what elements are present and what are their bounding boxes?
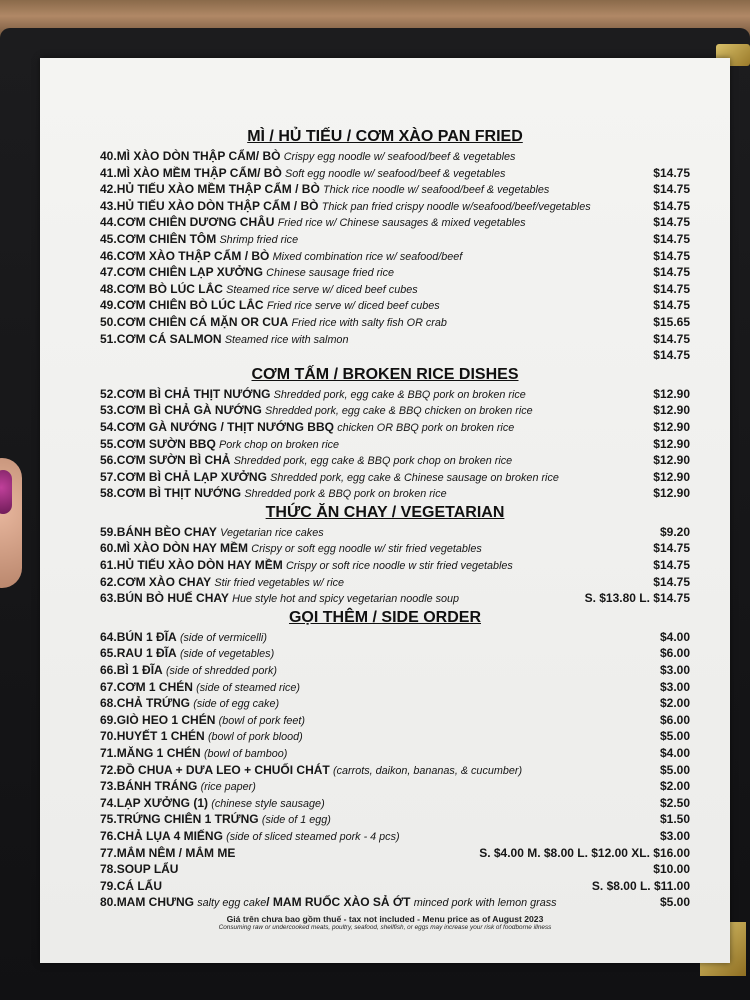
item-price: $14.75 <box>653 198 690 213</box>
item-name: CƠM CHIÊN CÁ MẶN OR CUA <box>116 314 289 329</box>
item-name: CƠM GÀ NƯỚNG / THỊT NƯỚNG BBQ <box>116 419 334 434</box>
item-description: Soft egg noodle w/ seafood/beef & vegetables <box>285 167 506 180</box>
menu-item-label <box>100 181 549 199</box>
item-price: $12.90 <box>653 419 690 434</box>
item-price: S. $8.00 L. $11.00 <box>591 878 690 893</box>
item-name: ĐỒ CHUA + DƯA LEO + CHUỐI CHÁT <box>116 762 330 777</box>
item-name: CƠM 1 CHÉN <box>116 679 193 694</box>
item-number: 40. <box>100 149 117 163</box>
section-title: CƠM TẤM / BROKEN RICE DISHES <box>251 365 519 383</box>
item-name: CƠM BÒ LÚC LẮC <box>116 281 223 296</box>
menu-item-label <box>100 878 162 896</box>
menu-item-label <box>100 148 515 166</box>
menu-item-row <box>40 165 730 182</box>
menu-item-row <box>40 148 730 165</box>
menu-item-row <box>40 712 730 729</box>
item-number: 62. <box>100 574 117 589</box>
item-description: (side of sliced steamed pork - 4 pcs) <box>226 830 400 843</box>
menu-item-label <box>100 331 348 349</box>
item-price: $14.75 <box>653 281 690 296</box>
item-number: 64. <box>100 629 117 644</box>
fingernail <box>0 470 12 514</box>
item-name: BÚN 1 ĐĨA <box>116 629 177 644</box>
menu-item-row <box>40 845 730 862</box>
item-price: $14.75 <box>653 165 690 180</box>
menu-item-label <box>100 629 267 647</box>
item-name: BÁNH TRÁNG <box>116 779 198 794</box>
menu-item-row <box>40 419 730 436</box>
item-name: LẠP XƯỞNG (1) <box>116 795 208 810</box>
item-number: 43. <box>100 198 117 213</box>
item-price: $10.00 <box>653 862 690 877</box>
item-number: 68. <box>100 696 117 711</box>
item-name: CƠM BÌ CHẢ THỊT NƯỚNG <box>116 386 271 401</box>
item-name: CHẢ LỤA 4 MIẾNG <box>116 828 223 843</box>
item-name: CƠM BÌ CHẢ LẠP XƯỞNG <box>116 469 267 484</box>
menu-page <box>40 58 730 963</box>
item-description-secondary: minced pork with lemon grass <box>413 897 557 910</box>
item-number: 72. <box>100 762 117 777</box>
item-description: Crispy or soft egg noodle w/ stir fried vegetables <box>251 543 482 556</box>
item-description: (rice paper) <box>200 781 256 794</box>
menu-item-label <box>100 645 274 663</box>
menu-item-label <box>100 402 533 420</box>
item-price: $4.00 <box>659 629 690 644</box>
item-price: $9.20 <box>659 524 690 539</box>
menu-item-label <box>100 314 447 332</box>
item-name: MÌ XÀO DÒN THẬP CẨM/ BÒ <box>116 149 281 163</box>
menu-item-row <box>40 878 730 895</box>
item-price: $1.50 <box>659 812 690 827</box>
item-price: $12.90 <box>653 453 690 468</box>
item-name-secondary: / MAM RUỐC XÀO SẢ ỚT <box>266 895 411 910</box>
menu-item-row <box>40 828 730 845</box>
item-number: 70. <box>100 729 117 744</box>
item-description: Fried rice with salty fish OR crab <box>291 316 447 329</box>
item-name: SOUP LẨU <box>116 862 179 877</box>
menu-item-row <box>40 452 730 469</box>
item-number: 69. <box>100 712 117 727</box>
item-description: (bowl of pork feet) <box>218 714 306 727</box>
item-price: $12.90 <box>653 386 690 401</box>
item-name: CHẢ TRỨNG <box>116 696 190 711</box>
menu-item-row <box>40 695 730 712</box>
item-price: $5.00 <box>659 729 690 744</box>
item-number: 61. <box>100 558 117 573</box>
item-description: Chinese sausage fried rice <box>266 267 394 280</box>
item-price: $6.00 <box>659 646 690 661</box>
item-number: 54. <box>100 419 117 434</box>
item-price: $12.90 <box>653 403 690 418</box>
menu-item-label <box>100 778 256 796</box>
item-description: Fried rice w/ Chinese sausages & mixed vegetables <box>277 217 526 230</box>
menu-item-label <box>100 248 462 266</box>
item-price: $14.75 <box>653 215 690 230</box>
item-description: Shredded pork & BBQ pork on broken rice <box>244 488 447 501</box>
menu-item-label <box>100 264 394 282</box>
menu-item-row <box>40 331 730 348</box>
item-name: MÌ XÀO MỀM THẬP CẨM/ BÒ <box>116 165 282 180</box>
item-number: 45. <box>100 231 117 246</box>
item-number: 66. <box>100 663 117 678</box>
item-price: $3.00 <box>659 679 690 694</box>
menu-item-row <box>40 778 730 795</box>
menu-item-label <box>100 695 279 713</box>
menu-item-label <box>100 198 591 216</box>
item-number: 46. <box>100 248 117 263</box>
item-number: 58. <box>100 486 117 501</box>
menu-item-label <box>100 590 459 608</box>
item-price: $5.00 <box>659 762 690 777</box>
menu-item-label <box>100 811 331 829</box>
item-number: 63. <box>100 591 117 606</box>
menu-item-row <box>40 645 730 662</box>
item-name: MÌ XÀO DÒN HAY MỀM <box>116 541 249 556</box>
menu-item-row <box>40 861 730 878</box>
item-description: Mixed combination rice w/ seafood/beef <box>272 250 463 263</box>
item-price: $3.00 <box>659 828 690 843</box>
item-description: (chinese style sausage) <box>211 797 325 810</box>
menu-item-row <box>40 386 730 403</box>
menu-item-row <box>40 264 730 281</box>
menu-item-label <box>100 540 482 558</box>
item-number: 44. <box>100 215 117 230</box>
menu-item-label <box>100 662 277 680</box>
menu-item-label <box>100 557 513 575</box>
item-name: CƠM CHIÊN TÔM <box>116 231 217 246</box>
item-number: 78. <box>100 862 117 877</box>
menu-item-row <box>40 524 730 541</box>
item-price: $12.90 <box>653 436 690 451</box>
item-name: HUYẾT 1 CHÉN <box>116 729 205 744</box>
section-title: THỨC ĂN CHAY / VEGETARIAN <box>265 503 505 521</box>
item-number: 79. <box>100 878 117 893</box>
menu-item-label <box>100 165 505 183</box>
menu-item-row <box>40 557 730 574</box>
menu-item-label <box>100 828 400 846</box>
item-name: HỦ TIẾU XÀO DÒN THẬP CẨM / BÒ <box>116 198 319 213</box>
menu-item-label <box>100 436 339 454</box>
menu-item-label <box>100 712 305 730</box>
menu-item-label <box>100 574 344 592</box>
menu-footer <box>40 914 730 931</box>
item-price: $14.75 <box>653 541 690 556</box>
section-title: MÌ / HỦ TIẾU / CƠM XÀO PAN FRIED <box>247 128 523 145</box>
item-name: CƠM XÀO THẬP CẨM / BÒ <box>116 248 270 263</box>
item-name: GIÒ HEO 1 CHÉN <box>116 712 216 727</box>
menu-item-label <box>100 419 514 437</box>
menu-item-row <box>40 728 730 745</box>
item-price: $14.75 <box>653 574 690 589</box>
item-description: Shrimp fried rice <box>219 233 299 246</box>
item-description: Thick pan fried crispy noodle w/seafood/beef/vegetables <box>321 200 591 213</box>
item-description: (side of egg cake) <box>193 698 280 711</box>
menu-item-row <box>40 214 730 231</box>
item-number: 73. <box>100 779 117 794</box>
item-price: $14.75 <box>653 348 690 363</box>
item-price: $2.00 <box>659 779 690 794</box>
item-description: (carrots, daikon, bananas, & cucumber) <box>333 764 523 777</box>
item-description: chicken OR BBQ pork on broken rice <box>337 421 515 434</box>
item-name: BÌ 1 ĐĨA <box>116 663 163 678</box>
item-name: CƠM CÁ SALMON <box>116 331 222 346</box>
menu-item-row <box>40 590 730 607</box>
item-description: Thick rice noodle w/ seafood/beef & vegetables <box>323 184 550 197</box>
item-number: 67. <box>100 679 117 694</box>
item-price: $12.90 <box>653 469 690 484</box>
item-price: $3.00 <box>659 663 690 678</box>
menu-item-label <box>100 452 512 470</box>
menu-item-row <box>40 762 730 779</box>
menu-content <box>40 126 730 931</box>
item-description: Shredded pork, egg cake & BBQ pork on broken rice <box>273 388 526 401</box>
item-price: $14.75 <box>653 331 690 346</box>
item-number: 49. <box>100 298 117 313</box>
item-description: (side of 1 egg) <box>261 814 331 827</box>
item-number: 55. <box>100 436 117 451</box>
item-number: 47. <box>100 265 117 280</box>
menu-item-row <box>40 231 730 248</box>
menu-item-row <box>40 198 730 215</box>
price-only-row <box>40 347 730 364</box>
section-title: GỌI THÊM / SIDE ORDER <box>288 608 481 626</box>
menu-item-row <box>40 811 730 828</box>
item-name: HỦ TIẾU XÀO DÒN HAY MỀM <box>116 558 283 573</box>
item-number: 57. <box>100 469 117 484</box>
menu-item-row <box>40 629 730 646</box>
menu-item-label <box>100 762 522 780</box>
menu-item-row <box>40 662 730 679</box>
item-name: CƠM CHIÊN DƯƠNG CHÂU <box>116 215 275 230</box>
item-description: Vegetarian rice cakes <box>220 526 324 539</box>
item-price: $14.75 <box>653 558 690 573</box>
menu-item-row <box>40 181 730 198</box>
menu-item-row <box>40 314 730 331</box>
item-number: 50. <box>100 314 117 329</box>
item-name: RAU 1 ĐĨA <box>116 646 177 661</box>
item-price: $5.00 <box>659 895 690 910</box>
menu-item-row <box>40 485 730 502</box>
menu-item-row <box>40 436 730 453</box>
item-description: (side of steamed rice) <box>196 681 300 694</box>
item-description: (bowl of pork blood) <box>207 731 303 744</box>
item-price: $6.00 <box>659 712 690 727</box>
item-description: Shredded pork, egg cake & BBQ chicken on broken rice <box>265 405 533 418</box>
menu-item-label <box>100 297 440 315</box>
item-number: 65. <box>100 646 117 661</box>
item-description: Pork chop on broken rice <box>219 438 340 451</box>
item-number: 51. <box>100 331 117 346</box>
item-description: Steamed rice with salmon <box>224 333 349 346</box>
item-description: Crispy or soft rice noodle w stir fried vegetables <box>285 560 513 573</box>
menu-item-row <box>40 281 730 298</box>
menu-item-label <box>100 214 526 232</box>
item-name: CÁ LẨU <box>116 878 163 893</box>
menu-item-label <box>100 281 418 299</box>
menu-item-label <box>100 386 526 404</box>
item-price: $14.75 <box>653 298 690 313</box>
item-number: 59. <box>100 524 117 539</box>
menu-item-row <box>40 574 730 591</box>
menu-item-label <box>100 679 300 697</box>
item-number: 53. <box>100 403 117 418</box>
menu-item-label <box>100 485 447 503</box>
menu-item-label <box>100 524 324 542</box>
item-name: MAM CHƯNG <box>116 895 194 910</box>
item-name: MĂNG 1 CHÉN <box>116 746 201 760</box>
item-number: 75. <box>100 812 117 827</box>
item-number: 56. <box>100 453 117 468</box>
item-price: $15.65 <box>653 314 690 329</box>
item-number: 48. <box>100 281 117 296</box>
item-price: $12.90 <box>653 486 690 501</box>
menu-item-label <box>100 894 557 912</box>
item-price: S. $4.00 M. $8.00 L. $12.00 XL. $16.00 <box>479 845 690 860</box>
item-number: 52. <box>100 386 117 401</box>
item-description: Fried rice serve w/ diced beef cubes <box>266 300 440 313</box>
item-price: S. $13.80 L. $14.75 <box>584 591 690 606</box>
item-price: $4.00 <box>659 746 690 760</box>
item-name: BÚN BÒ HUẾ CHAY <box>116 591 229 606</box>
item-name: CƠM XÀO CHAY <box>116 574 212 589</box>
tax-note: Giá trên chưa bao gồm thuế - tax not included - Menu price as of August 2023 <box>226 913 544 924</box>
item-number: 42. <box>100 182 117 197</box>
item-name: CƠM CHIÊN LẠP XƯỞNG <box>116 265 263 280</box>
menu-item-row <box>40 894 730 911</box>
item-description: salty egg cake <box>197 897 267 910</box>
item-number: 41. <box>100 165 117 180</box>
item-name: CƠM SƯỜN BÌ CHẢ <box>116 453 231 468</box>
menu-item-row <box>40 469 730 486</box>
item-name: CƠM SƯỜN BBQ <box>116 436 216 451</box>
item-name: MẮM NÊM / MẮM ME <box>116 845 236 860</box>
menu-item-row <box>40 297 730 314</box>
menu-item-row <box>40 248 730 265</box>
item-number: 71. <box>100 746 117 760</box>
menu-item-label <box>100 845 235 863</box>
item-number: 60. <box>100 541 117 556</box>
item-description: (side of vermicelli) <box>179 631 267 644</box>
item-description: (side of vegetables) <box>179 648 275 661</box>
menu-item-label <box>100 728 303 746</box>
menu-item-row <box>40 540 730 557</box>
item-description: Shredded pork, egg cake & BBQ pork chop on broken rice <box>233 455 513 468</box>
item-description: (bowl of bamboo) <box>203 748 288 760</box>
menu-item-label <box>100 861 178 879</box>
item-name: BÁNH BÈO CHAY <box>116 524 217 539</box>
item-description: Shredded pork, egg cake & Chinese sausage on broken rice <box>270 471 559 484</box>
item-description: Hue style hot and spicy vegetarian noodle soup <box>232 593 460 606</box>
menu-item-row <box>40 679 730 696</box>
item-price: $14.75 <box>653 231 690 246</box>
item-number: 77. <box>100 845 117 860</box>
item-price: $14.75 <box>653 182 690 197</box>
item-name: HỦ TIẾU XÀO MỀM THẬP CẨM / BÒ <box>116 182 320 197</box>
item-description: (side of shredded pork) <box>165 665 277 678</box>
menu-item-label <box>100 795 325 813</box>
item-description: Crispy egg noodle w/ seafood/beef & vegetables <box>283 151 516 163</box>
item-name: CƠM CHIÊN BÒ LÚC LẮC <box>116 298 264 313</box>
menu-item-label <box>100 231 298 249</box>
item-name: CƠM BÌ CHẢ GÀ NƯỚNG <box>116 403 262 418</box>
item-name: TRỨNG CHIÊN 1 TRỨNG <box>116 812 259 827</box>
item-name: CƠM BÌ THỊT NƯỚNG <box>116 486 242 501</box>
menu-item-label <box>100 745 287 763</box>
item-number: 80. <box>100 895 117 910</box>
item-description: Stir fried vegetables w/ rice <box>214 576 345 589</box>
item-price: $14.75 <box>653 265 690 280</box>
menu-item-row <box>40 745 730 762</box>
item-price: $2.00 <box>659 696 690 711</box>
item-price: $2.50 <box>659 795 690 810</box>
item-description: Steamed rice serve w/ diced beef cubes <box>226 283 418 296</box>
menu-item-label <box>100 469 559 487</box>
item-number: 76. <box>100 828 117 843</box>
item-number: 74. <box>100 795 117 810</box>
menu-item-row <box>40 402 730 419</box>
menu-item-row <box>40 795 730 812</box>
consumption-warning: Consuming raw or undercooked meats, poultry, seafood, shellfish, or eggs may increase your risk of foodborne illness <box>218 923 552 931</box>
item-price: $14.75 <box>653 248 690 263</box>
